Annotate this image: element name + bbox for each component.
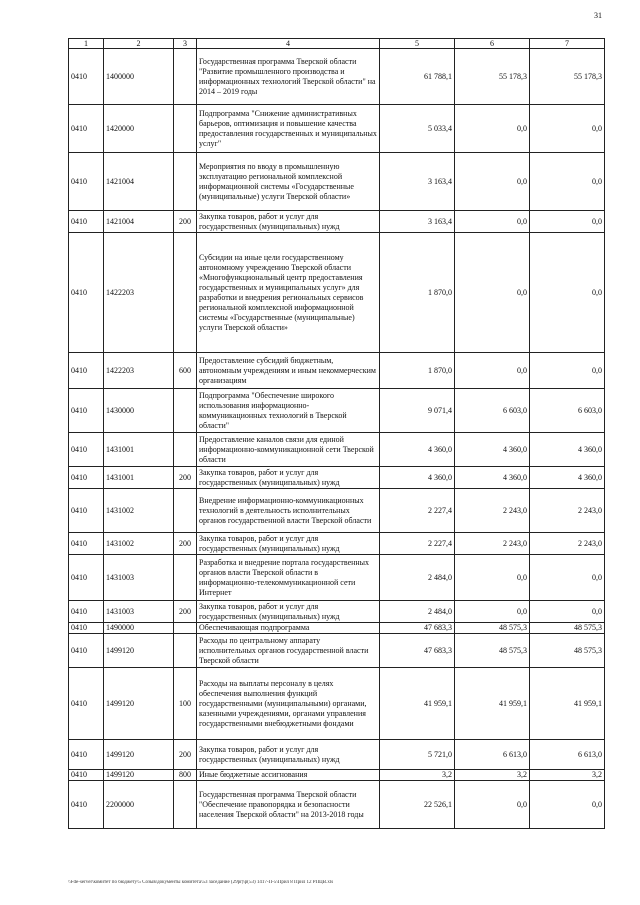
amount-col5-cell: 61 788,1 [380,49,455,105]
table-row [69,634,605,668]
target-code-cell: 1431001 [104,467,174,489]
amount-col5-cell: 1 870,0 [380,233,455,353]
item-name-cell: Закупка товаров, работ и услуг для государственных (муниципальных) нужд [197,211,380,233]
table-row [69,153,605,211]
amount-col6-cell: 0,0 [455,555,530,601]
section-code-cell: 0410 [69,740,104,770]
amount-col6-cell: 2 243,0 [455,489,530,533]
section-code-cell: 0410 [69,770,104,781]
table-row [69,623,605,634]
amount-col6-cell: 4 360,0 [455,467,530,489]
amount-col5-cell: 2 227,4 [380,489,455,533]
target-code-cell: 1499120 [104,668,174,740]
amount-col5-cell: 3 163,4 [380,153,455,211]
expense-type-cell [174,781,197,829]
expense-type-cell [174,153,197,211]
item-name-cell: Государственная программа Тверской области "Развитие промышленного производства и информационных технологий Тверской области" на 2014 – 2019 годы [197,49,380,105]
amount-col6-cell: 3,2 [455,770,530,781]
amount-col5-cell: 1 870,0 [380,353,455,389]
amount-col5-cell: 22 526,1 [380,781,455,829]
section-code-cell: 0410 [69,233,104,353]
amount-col6-cell: 4 360,0 [455,433,530,467]
item-name-cell: Субсидии на иные цели государственному автономному учреждению Тверской области «Многофункциональный центр предоставления государственных и муниципальных услуг» для разработки и внедрения региональных сервисов региональной комплексной информационной системы «Государственные (муниципальные) услуги Тверской области» [197,233,380,353]
item-name-cell: Внедрение информационно-коммуникационных технологий в деятельность исполнительных органов государственной власти Тверской области [197,489,380,533]
item-name-cell: Обеспечивающая подпрограмма [197,623,380,634]
amount-col6-cell: 6 603,0 [455,389,530,433]
amount-col6-cell: 48 575,3 [455,634,530,668]
amount-col7-cell: 0,0 [530,233,605,353]
table-row [69,770,605,781]
amount-col7-cell: 0,0 [530,105,605,153]
target-code-cell: 1431002 [104,533,174,555]
amount-col7-cell: 0,0 [530,601,605,623]
item-name-cell: Расходы по центральному аппарату исполнительных органов государственной власти Тверской области [197,634,380,668]
amount-col6-cell: 0,0 [455,105,530,153]
amount-col6-cell: 0,0 [455,601,530,623]
expense-type-cell [174,433,197,467]
item-name-cell: Закупка товаров, работ и услуг для государственных (муниципальных) нужд [197,467,380,489]
expense-type-cell [174,49,197,105]
expense-type-cell [174,623,197,634]
section-code-cell: 0410 [69,467,104,489]
expense-type-cell: 600 [174,353,197,389]
item-name-cell: Закупка товаров, работ и услуг для государственных (муниципальных) нужд [197,740,380,770]
section-code-cell: 0410 [69,389,104,433]
column-header: 2 [104,39,174,49]
item-name-cell: Расходы на выплаты персоналу в целях обеспечения выполнения функций государственными (муниципальными) органами, казенными учреждениями, органами управления государственными внебюджетными фондами [197,668,380,740]
column-header: 3 [174,39,197,49]
expense-type-cell: 200 [174,740,197,770]
amount-col6-cell: 0,0 [455,781,530,829]
target-code-cell: 1431001 [104,433,174,467]
amount-col5-cell: 4 360,0 [380,467,455,489]
table-row [69,533,605,555]
target-code-cell: 1431003 [104,601,174,623]
expense-type-cell [174,389,197,433]
column-header: 4 [197,39,380,49]
expense-type-cell [174,105,197,153]
amount-col7-cell: 0,0 [530,353,605,389]
amount-col7-cell: 6 613,0 [530,740,605,770]
target-code-cell: 2200000 [104,781,174,829]
amount-col7-cell: 2 243,0 [530,489,605,533]
table-header-row [69,39,605,49]
table-row [69,555,605,601]
item-name-cell: Закупка товаров, работ и услуг для государственных (муниципальных) нужд [197,533,380,555]
amount-col6-cell: 0,0 [455,153,530,211]
amount-col7-cell: 0,0 [530,781,605,829]
section-code-cell: 0410 [69,781,104,829]
item-name-cell: Подпрограмма "Снижение административных барьеров, оптимизация и повышение качества предоставления государственных и муниципальных услуг" [197,105,380,153]
amount-col6-cell: 41 959,1 [455,668,530,740]
amount-col7-cell: 0,0 [530,555,605,601]
section-code-cell: 0410 [69,489,104,533]
table-row [69,467,605,489]
amount-col6-cell: 55 178,3 [455,49,530,105]
expense-type-cell [174,233,197,353]
section-code-cell: 0410 [69,211,104,233]
amount-col7-cell: 0,0 [530,211,605,233]
amount-col7-cell: 55 178,3 [530,49,605,105]
column-header: 7 [530,39,605,49]
item-name-cell: Мероприятия по вводу в промышленную эксплуатацию региональной комплексной информационной системы «Государственные (муниципальные) услуги Тверской области» [197,153,380,211]
target-code-cell: 1431002 [104,489,174,533]
amount-col5-cell: 3,2 [380,770,455,781]
section-code-cell: 0410 [69,555,104,601]
section-code-cell: 0410 [69,353,104,389]
table-row [69,389,605,433]
amount-col7-cell: 2 243,0 [530,533,605,555]
amount-col5-cell: 5 033,4 [380,105,455,153]
amount-col5-cell: 5 721,0 [380,740,455,770]
item-name-cell: Закупка товаров, работ и услуг для государственных (муниципальных) нужд [197,601,380,623]
file-path-footer: \\Fde-server\комитет по бюджету\5 Созыв\документы комитета\53 заседание (29pr)\p(53) 1417-П-5\Прил 8 Прил 12 РПЦВ.xls [68,880,334,885]
table-row [69,211,605,233]
section-code-cell: 0410 [69,623,104,634]
page-number: 31 [594,11,602,20]
target-code-cell: 1422203 [104,233,174,353]
table-row [69,601,605,623]
target-code-cell: 1431003 [104,555,174,601]
section-code-cell: 0410 [69,433,104,467]
amount-col7-cell: 41 959,1 [530,668,605,740]
section-code-cell: 0410 [69,634,104,668]
table-row [69,353,605,389]
expense-type-cell: 200 [174,601,197,623]
amount-col7-cell: 48 575,3 [530,634,605,668]
item-name-cell: Иные бюджетные ассигнования [197,770,380,781]
target-code-cell: 1499120 [104,634,174,668]
table-row [69,233,605,353]
amount-col6-cell: 0,0 [455,233,530,353]
expense-type-cell: 800 [174,770,197,781]
amount-col5-cell: 2 484,0 [380,555,455,601]
section-code-cell: 0410 [69,533,104,555]
expense-type-cell [174,489,197,533]
column-header: 5 [380,39,455,49]
amount-col5-cell: 47 683,3 [380,634,455,668]
item-name-cell: Разработка и внедрение портала государственных органов власти Тверской области в информационно-телекоммуникационной сети Интернет [197,555,380,601]
table-row [69,49,605,105]
section-code-cell: 0410 [69,49,104,105]
amount-col5-cell: 4 360,0 [380,433,455,467]
item-name-cell: Предоставление каналов связи для единой информационно-коммуникационной сети Тверской области [197,433,380,467]
section-code-cell: 0410 [69,105,104,153]
amount-col5-cell: 2 484,0 [380,601,455,623]
section-code-cell: 0410 [69,153,104,211]
expense-type-cell: 200 [174,533,197,555]
target-code-cell: 1422203 [104,353,174,389]
expense-type-cell: 200 [174,211,197,233]
item-name-cell: Предоставление субсидий бюджетным, автономным учреждениям и иным некоммерческим организациям [197,353,380,389]
budget-table [68,38,605,829]
section-code-cell: 0410 [69,601,104,623]
target-code-cell: 1421004 [104,211,174,233]
expense-type-cell [174,555,197,601]
expense-type-cell: 200 [174,467,197,489]
amount-col5-cell: 9 071,4 [380,389,455,433]
section-code-cell: 0410 [69,668,104,740]
table-row [69,433,605,467]
amount-col6-cell: 6 613,0 [455,740,530,770]
target-code-cell: 1490000 [104,623,174,634]
column-header: 1 [69,39,104,49]
target-code-cell: 1420000 [104,105,174,153]
amount-col7-cell: 0,0 [530,153,605,211]
table-row [69,668,605,740]
expense-type-cell [174,634,197,668]
target-code-cell: 1499120 [104,740,174,770]
expense-type-cell: 100 [174,668,197,740]
amount-col7-cell: 48 575,3 [530,623,605,634]
target-code-cell: 1421004 [104,153,174,211]
amount-col6-cell: 0,0 [455,211,530,233]
amount-col5-cell: 2 227,4 [380,533,455,555]
item-name-cell: Государственная программа Тверской области "Обеспечение правопорядка и безопасности населения Тверской области" на 2013-2018 годы [197,781,380,829]
amount-col7-cell: 6 603,0 [530,389,605,433]
column-header: 6 [455,39,530,49]
table-row [69,781,605,829]
amount-col6-cell: 0,0 [455,353,530,389]
amount-col6-cell: 2 243,0 [455,533,530,555]
amount-col5-cell: 47 683,3 [380,623,455,634]
table-row [69,489,605,533]
amount-col6-cell: 48 575,3 [455,623,530,634]
target-code-cell: 1430000 [104,389,174,433]
amount-col7-cell: 4 360,0 [530,467,605,489]
target-code-cell: 1499120 [104,770,174,781]
amount-col7-cell: 3,2 [530,770,605,781]
amount-col5-cell: 41 959,1 [380,668,455,740]
table-row [69,105,605,153]
table-row [69,740,605,770]
target-code-cell: 1400000 [104,49,174,105]
item-name-cell: Подпрограмма "Обеспечение широкого использования информационно-коммуникационных технологий в Тверской области" [197,389,380,433]
amount-col7-cell: 4 360,0 [530,433,605,467]
amount-col5-cell: 3 163,4 [380,211,455,233]
